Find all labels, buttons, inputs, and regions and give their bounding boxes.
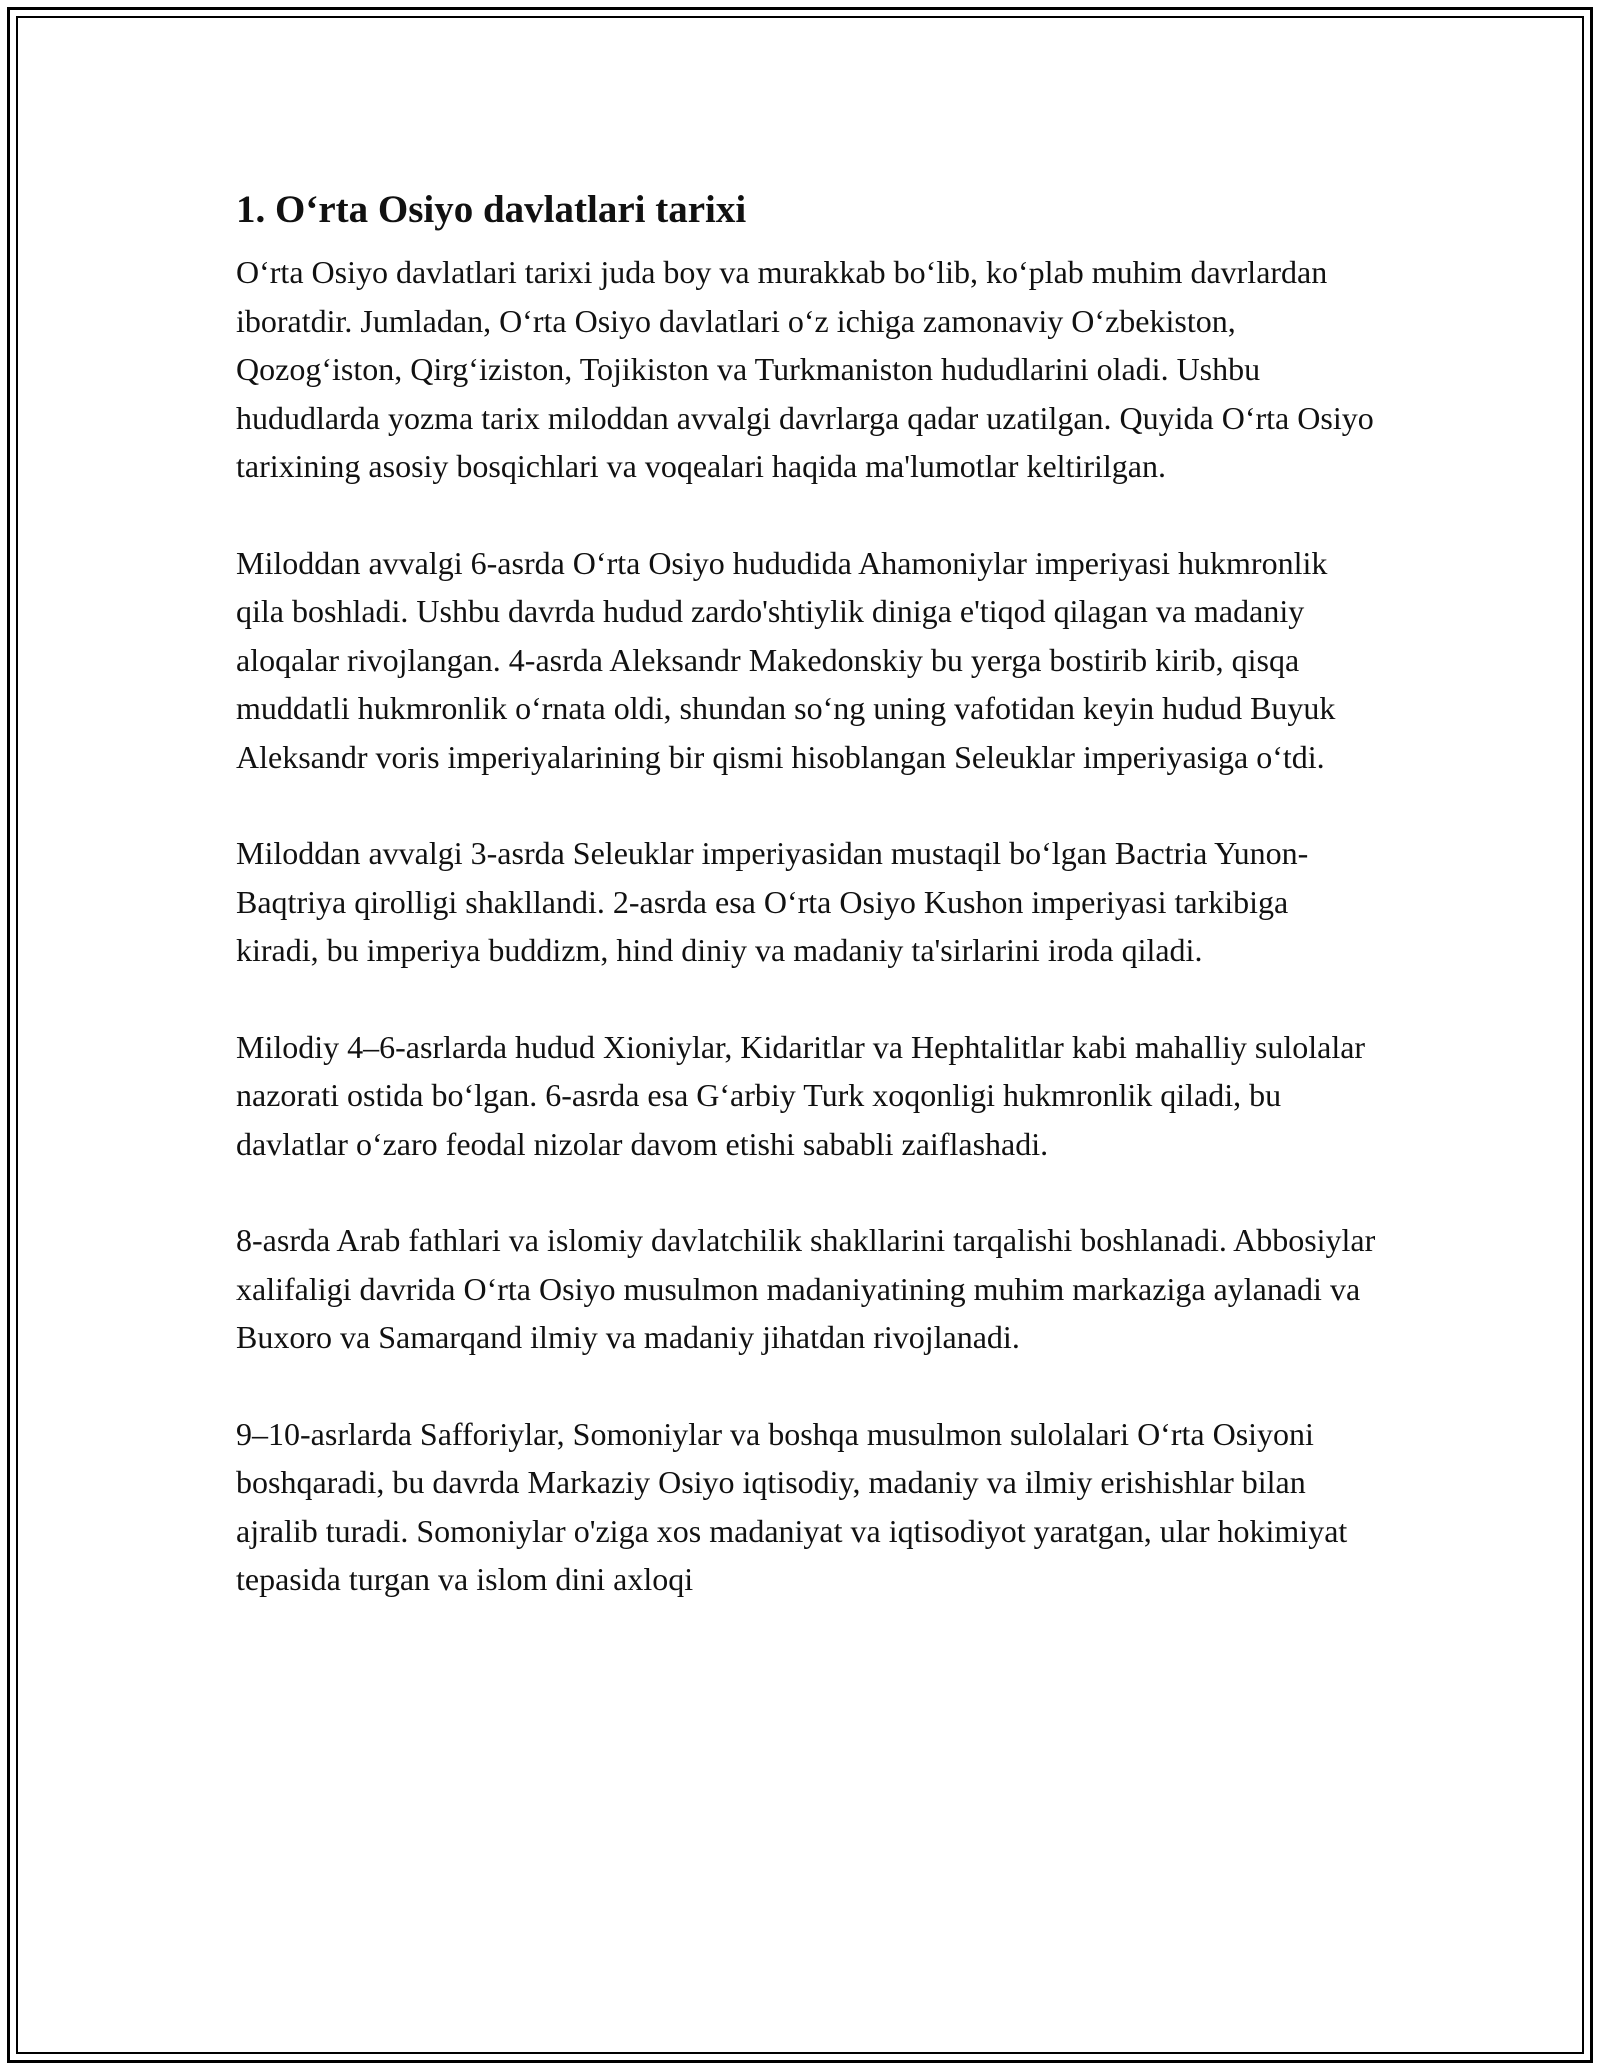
section-heading: 1. Oʻrta Osiyo davlatlari tarixi: [236, 188, 747, 231]
paragraph-bactria-kushan: Miloddan avvalgi 3-asrda Seleuklar imperiyasidan mustaqil boʻlgan Bactria Yunon-Baqtriya qirolligi shakllandi. 2-asrda esa Oʻrta Osiyo Kushon imperiyasi tarkibiga kiradi, bu imperiya buddizm, hind diniy va madaniy ta'sirlarini iroda qiladi.: [236, 835, 1309, 968]
paragraph-achaemenid: Miloddan avvalgi 6-asrda Oʻrta Osiyo hududida Ahamoniylar imperiyasi hukmronlik qila boshladi. Ushbu davrda hudud zardo'shtiylik diniga e'tiqod qilagan va madaniy aloqalar rivojlangan. 4-asrda Aleksandr Makedonskiy bu yerga bostirib kirib, qisqa muddatli hukmronlik oʻrnata oldi, shundan soʻng uning vafotidan keyin hudud Buyuk Aleksandr voris imperiyalarining bir qismi hisoblangan Seleuklar imperiyasiga oʻtdi.: [236, 544, 1336, 775]
paragraph-xioniylar: Milodiy 4–6-asrlarda hudud Xioniylar, Kidaritlar va Hephtalitlar kabi mahalliy sulolalar nazorati ostida boʻlgan. 6-asrda esa Gʻarbiy Turk xoqonligi hukmronlik qiladi, bu davlatlar oʻzaro feodal nizolar davom etishi sababli zaiflashadi.: [236, 1028, 1366, 1162]
paragraph-arab-conquest: 8-asrda Arab fathlari va islomiy davlatchilik shakllarini tarqalishi boshlanadi. Abbosiylar xalifaligi davrida Oʻrta Osiyo musulmon madaniyatining muhim markaziga aylanadi va Buxoro va Samarqand ilmiy va madaniy jihatdan rivojlanadi.: [236, 1222, 1376, 1355]
paragraph-intro: Oʻrta Osiyo davlatlari tarixi juda boy va murakkab boʻlib, koʻplab muhim davrlardan iboratdir. Jumladan, Oʻrta Osiyo davlatlari oʻz ichiga zamonaviy Oʻzbekiston, Qozogʻiston, Qirgʻiziston, Tojikiston va Turkmaniston hududlarini oladi. Ushbu hududlarda yozma tarix miloddan avvalgi davrlarga qadar uzatilgan. Quyida Oʻrta Osiyo tarixining asosiy bosqichlari va voqealari haqida ma'lumotlar keltirilgan.: [236, 254, 1374, 484]
paragraph-somoniylar: 9–10-asrlarda Safforiylar, Somoniylar va boshqa musulmon sulolalari Oʻrta Osiyoni boshqaradi, bu davrda Markaziy Osiyo iqtisodiy, madaniy va ilmiy erishishlar bilan ajralib turadi. Somoniylar o'ziga xos madaniyat va iqtisodiyot yaratgan, ular hokimiyat tepasida turgan va islom dini axloqi: [236, 1415, 1348, 1597]
document-body: [236, 186, 1376, 1652]
